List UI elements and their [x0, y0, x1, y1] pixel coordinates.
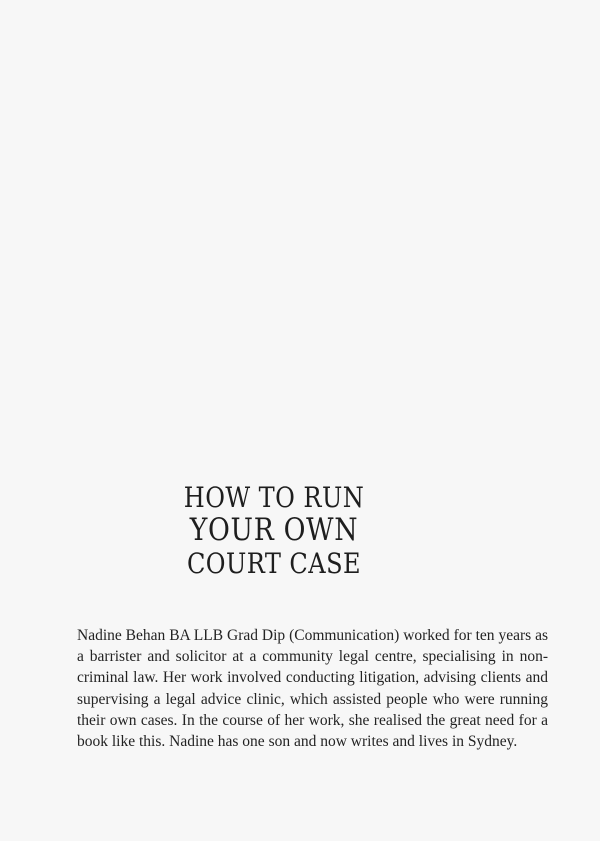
title-line-1: HOW TO RUN: [183, 481, 365, 514]
book-title: [0, 481, 548, 580]
title-line-2: YOUR OWN: [189, 512, 359, 548]
title-line-3: COURT CASE: [186, 547, 362, 580]
author-bio: Nadine Behan BA LLB Grad Dip (Communication) worked for ten years as a barrister and solicitor at a community legal centre, specialising in non-criminal law. Her work involved conducting litigation, advising clients and supervising a legal advice clinic, which assisted people who were running their own cases. In the course of her work, she realised the great need for a book like this. Nadine has one son and now writes and lives in Sydney.: [77, 627, 548, 751]
